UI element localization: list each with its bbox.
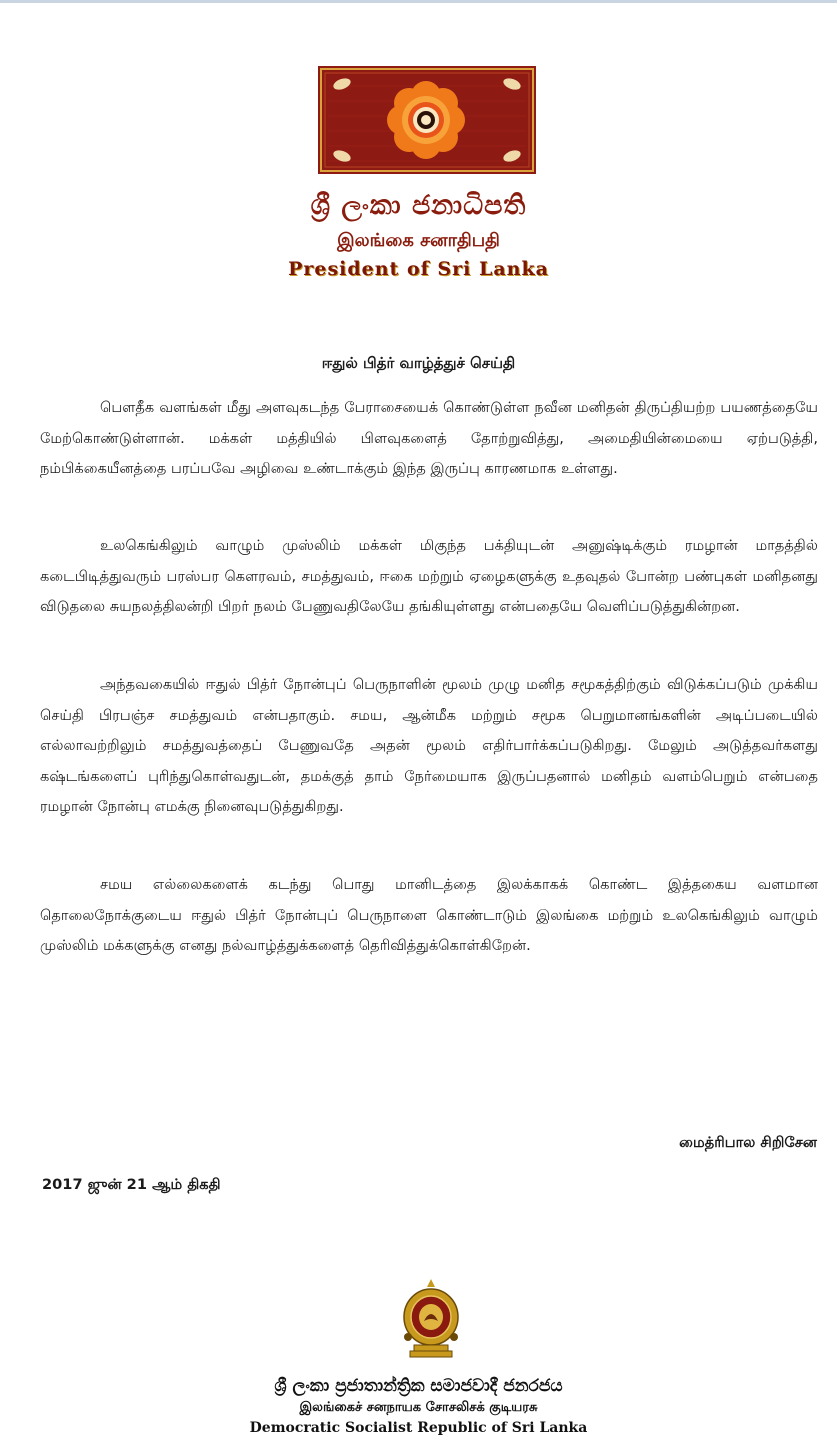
- footer-sinhala: ශ්‍රී ලංකා ප්‍රජාතාන්ත්‍රික සමාජවාදී ජනරජය: [274, 1376, 563, 1396]
- header-english: [0, 258, 837, 280]
- paragraph-2: உலகெங்கிலும் வாழும் முஸ்லிம் மக்கள் மிகுந்த பக்தியுடன் அனுஷ்டிக்கும் ரமழான் மாதத்தில் கடைபிடித்துவரும் பரஸ்பர கௌரவம், சமத்துவம், ஈகை மற்றும் ஏழைகளுக்கு உதவுதல் போன்ற பண்புகள் மனிதனது விடுதலை சுயநலத்திலன்றி பிறர் நலம் பேணுவதிலேயே தங்கியுள்ளது என்பதையே வெளிப்படுத்துகின்றன.: [40, 537, 818, 615]
- header-sinhala: ශ්‍රී ලංකා ජනාධිපති: [310, 190, 527, 221]
- footer-english: Democratic Socialist Republic of Sri Lanka: [249, 1420, 588, 1436]
- sri-lanka-crest-icon: [400, 1277, 462, 1359]
- header-tamil: இலங்கை சனாதிபதி: [337, 230, 500, 251]
- paragraph-1: பௌதீக வளங்கள் மீது அளவுகடந்த பேராசையைக் கொண்டுள்ள நவீன மனிதன் திருப்தியற்ற பயணத்தையே மேற்கொண்டுள்ளான். மக்கள் மத்தியில் பிளவுகளைத் தோற்றுவித்து, அமைதியின்மையை ஏற்படுத்தி, நம்பிக்கையீனத்தை பரப்பவே அழிவை உண்டாக்கும் இந்த இருப்பு காரணமாக உள்ளது.: [40, 399, 818, 477]
- letter-title: ஈதுல் பித்ர் வாழ்த்துச் செய்தி: [321, 354, 516, 372]
- signature: மைத்ரிபால சிறிசேன: [679, 1134, 817, 1151]
- top-rule: [0, 0, 837, 3]
- header-english-text: President of Sri Lanka: [288, 258, 549, 280]
- paragraph-4: சமய எல்லைகளைக் கடந்து பொது மானிடத்தை இலக்காகக் கொண்ட இத்தகைய வளமான தொலைநோக்குடைய ஈதுல் பித்ர் நோன்புப் பெருநாளை கொண்டாடும் இலங்கை மற்றும் உலகெங்கிலும் வாழும் முஸ்லிம் மக்களுக்கு எனது நல்வாழ்த்துக்களைத் தெரிவித்துக்கொள்கிறேன்.: [40, 876, 818, 954]
- presidential-flag-icon: [318, 66, 536, 174]
- letter-date: 2017 ஜுன் 21 ஆம் திகதி: [42, 1176, 221, 1193]
- footer-tamil: இலங்கைச் சனநாயக சோசலிசக் குடியரசு: [299, 1400, 538, 1415]
- paragraph-3: அந்தவகையில் ஈதுல் பித்ர் நோன்புப் பெருநாளின் மூலம் முழு மனித சமூகத்திற்கும் விடுக்கப்படும் முக்கிய செய்தி பிரபஞ்ச சமத்துவம் என்பதாகும். சமய, ஆன்மீக மற்றும் சமூக பெறுமானங்களின் அடிப்படையில் எல்லாவற்றிலும் சமத்துவத்தைப் பேணுவதே அதன் மூலம் எதிர்பார்க்கப்படுகிறது. மேலும் அடுத்தவர்களது கஷ்டங்களைப் புரிந்துகொள்வதுடன், தமக்குத் தாம் நேர்மையாக இருப்பதனால் மனிதம் வளம்பெறும் என்பதை ரமழான் நோன்பு எமக்கு நினைவுபடுத்துகிறது.: [40, 676, 818, 815]
